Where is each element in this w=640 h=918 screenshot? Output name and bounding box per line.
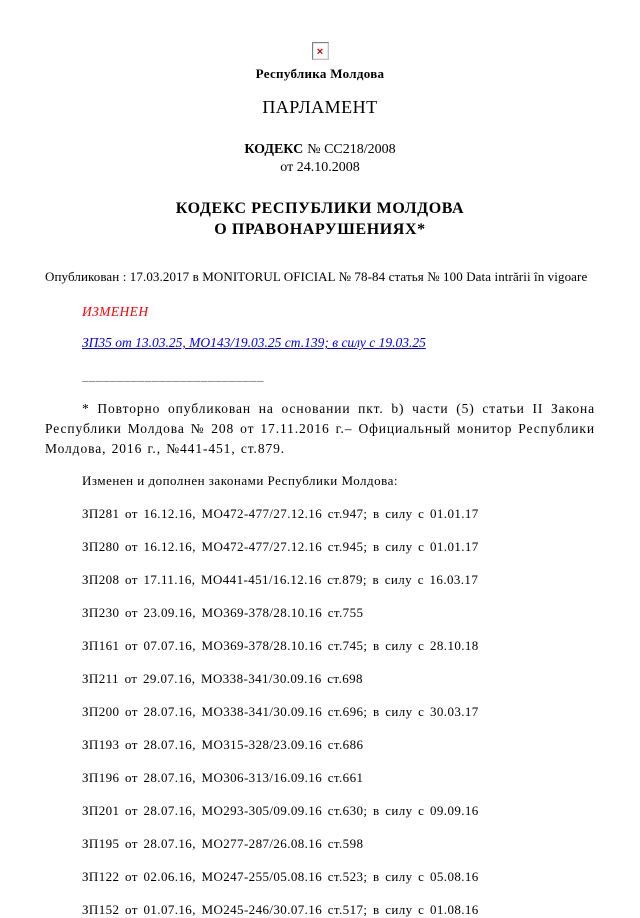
footnote-separator: __________________________ [82, 368, 264, 384]
amendment-law-item: ЗП281 от 16.12.16, МО472-477/27.12.16 ст.947; в силу с 01.01.17 [82, 506, 479, 522]
amended-status-label: ИЗМЕНЕН [82, 304, 149, 320]
amendment-law-item: ЗП122 от 02.06.16, МО247-255/05.08.16 ст.523; в силу с 05.08.16 [82, 869, 479, 885]
amendment-law-item: ЗП152 от 01.07.16, МО245-246/30.07.16 ст.517; в силу с 01.08.16 [82, 902, 479, 918]
document-title-line2: О ПРАВОНАРУШЕНИЯХ* [214, 221, 426, 239]
publication-line: Опубликован : 17.03.2017 в MONITORUL OFICIAL № 78-84 статья № 100 Data intrării în vigoare [45, 269, 588, 285]
amendment-law-item: ЗП201 от 28.07.16, МО293-305/09.09.16 ст.630; в силу с 09.09.16 [82, 803, 479, 819]
document-header [45, 42, 595, 240]
amendment-law-item: ЗП161 от 07.07.16, МО369-378/28.10.16 ст.745; в силу с 28.10.18 [82, 638, 479, 654]
country-name: Республика Молдова [255, 66, 385, 82]
code-label: КОДЕКС [244, 142, 304, 158]
amendment-law-item: ЗП230 от 23.09.16, МО369-378/28.10.16 ст.755 [82, 605, 364, 621]
amendment-law-item: ЗП200 от 28.07.16, МО338-341/30.09.16 ст.696; в силу с 30.03.17 [82, 704, 479, 720]
broken-image-icon [312, 42, 329, 60]
document-title [45, 198, 595, 240]
amendment-law-item: ЗП208 от 17.11.16, МО441-451/16.12.16 ст.879; в силу с 16.03.17 [82, 572, 479, 588]
amendment-law-item: ЗП196 от 28.07.16, МО306-313/16.09.16 ст.661 [82, 770, 364, 786]
code-date: от 24.10.2008 [280, 160, 360, 176]
amendment-link-row [82, 335, 595, 351]
republication-footnote: * Повторно опубликован на основании пкт. b) части (5) статьи II Закона Республики Молдова № 208 от 17.11.2016 г.– Официальный монитор Республики Молдова, 2016 г., №441-451, ст.879. [45, 401, 595, 457]
broken-image-x-glyph: × [316, 46, 324, 59]
amendment-law-item: ЗП211 от 29.07.16, МО338-341/30.09.16 ст.698 [82, 671, 363, 687]
amendment-law-item: ЗП195 от 28.07.16, МО277-287/26.08.16 ст.598 [82, 836, 364, 852]
code-number-line [45, 141, 595, 159]
amendment-law-item: ЗП193 от 28.07.16, МО315-328/23.09.16 ст.686 [82, 737, 364, 753]
institution-name: ПАРЛАМЕНТ [262, 97, 378, 118]
code-number: № CC218/2008 [307, 142, 396, 158]
amendment-law-item: ЗП280 от 16.12.16, МО472-477/27.12.16 ст.945; в силу с 01.01.17 [82, 539, 479, 555]
amendments-intro: Изменен и дополнен законами Республики Молдова: [82, 473, 398, 489]
document-title-line1: КОДЕКС РЕСПУБЛИКИ МОЛДОВА [175, 200, 465, 218]
amendment-link[interactable]: ЗП35 от 13.03.25, МО143/19.03.25 ст.139; в силу с 19.03.25 [82, 335, 426, 351]
